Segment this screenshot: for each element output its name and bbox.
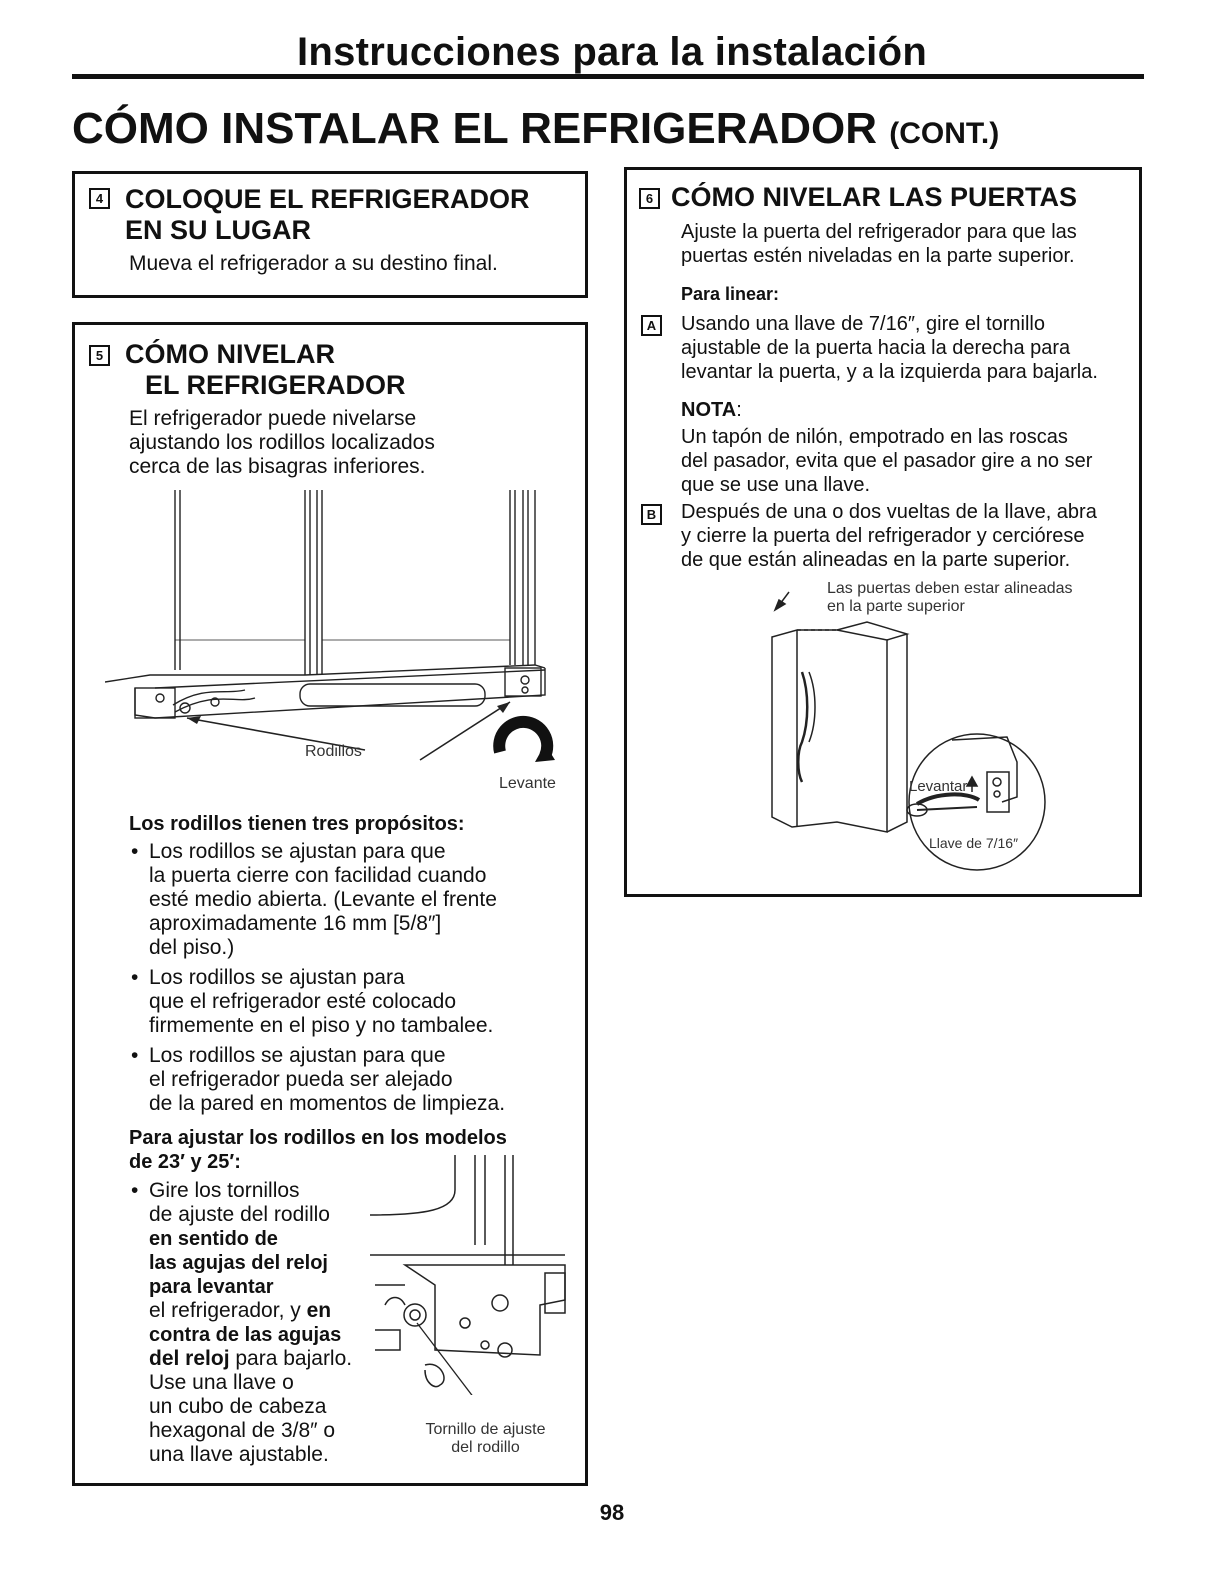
section-6-intro (681, 220, 1077, 268)
main-heading (72, 104, 999, 154)
list-item (129, 840, 579, 960)
main-heading-text: CÓMO INSTALAR EL REFRIGERADOR (72, 104, 878, 153)
adjust-text: Gire los tornillos (149, 1179, 300, 1202)
list-item-line: aproximadamente 16 mm [5/8″] (149, 912, 442, 935)
section-4-text: Mueva el refrigerador a su destino final. (129, 252, 498, 275)
section-6-box (624, 167, 1142, 897)
section-4-heading-line1: COLOQUE EL REFRIGERADOR (125, 184, 530, 214)
section-5-heading-line1: CÓMO NIVELAR (125, 339, 336, 369)
list-item-line: del piso.) (149, 936, 235, 959)
step-a-line: Usando una llave de 7/16″, gire el tornillo (681, 313, 1045, 335)
list-item-line: esté medio abierta. (Levante el frente (149, 888, 497, 911)
step-a-line: levantar la puerta, y a la izquierda para bajarla. (681, 361, 1098, 383)
adjust-bold: del reloj (149, 1347, 230, 1370)
section-5-badge: 5 (89, 345, 110, 366)
section-5-box (72, 322, 588, 1486)
doors-caption-line1: Las puertas deben estar alineadas (827, 580, 1073, 597)
section-6-heading: CÓMO NIVELAR LAS PUERTAS (671, 182, 1078, 212)
note-line: que se use una llave. (681, 474, 871, 496)
adjust-bold-line: en sentido de (149, 1228, 278, 1250)
doors-caption-line2: en la parte superior (827, 598, 965, 615)
list-item (129, 966, 579, 1038)
list-item-line: el refrigerador pueda ser alejado (149, 1068, 453, 1091)
adjust-text: para bajarlo. (235, 1347, 353, 1370)
adjust-bold-line: para levantar (149, 1276, 274, 1298)
label-raise-door: Levantar (909, 778, 968, 795)
adjust-line: Use una llave o (149, 1371, 294, 1394)
adjust-line: hexagonal de 3/8″ o (149, 1419, 336, 1442)
step-a-text (681, 312, 1098, 384)
section-6-intro-line: Ajuste la puerta del refrigerador para que las (681, 221, 1077, 243)
section-5-intro (129, 407, 435, 479)
note-text (681, 425, 1092, 497)
title-rule (72, 74, 1144, 79)
section-5-intro-line: ajustando los rodillos localizados (129, 431, 435, 454)
section-6-badge: 6 (639, 188, 660, 209)
step-b-line: de que están alineadas en la parte superior. (681, 549, 1071, 571)
adjust-line: • Gire los tornillos (131, 1179, 300, 1202)
adjust-bold: en (306, 1299, 332, 1322)
note-line: Un tapón de nilón, empotrado en las roscas (681, 426, 1068, 448)
label-screw-line2: del rodillo (451, 1439, 520, 1456)
para-linear: Para linear: (681, 284, 780, 304)
step-b-text (681, 500, 1097, 572)
adjust-heading-line2: de 23′ y 25′: (129, 1151, 241, 1173)
label-screw (393, 1421, 578, 1457)
section-5-intro-line: El refrigerador puede nivelarse (129, 407, 417, 430)
list-item-line: • Los rodillos se ajustan para que (149, 840, 446, 863)
step-a-line: ajustable de la puerta hacia la derecha para (681, 337, 1071, 359)
list-item-line: que el refrigerador esté colocado (149, 990, 457, 1013)
section-4-badge: 4 (89, 188, 110, 209)
list-item-line: • Los rodillos se ajustan para que (149, 1044, 446, 1067)
list-item-line: • Los rodillos se ajustan para (149, 966, 405, 989)
roller-adjustment-illustration (365, 1155, 575, 1395)
adjust-line: una llave ajustable. (149, 1443, 329, 1466)
adjust-bold-line: contra de las agujas (149, 1324, 342, 1346)
main-heading-suffix: (CONT.) (889, 117, 1000, 150)
adjust-line: de ajuste del rodillo (149, 1203, 330, 1226)
adjust-line: un cubo de cabeza (149, 1395, 327, 1418)
note-colon: : (736, 399, 742, 421)
adjust-text: el refrigerador, y (149, 1299, 301, 1322)
step-b-line: y cierre la puerta del refrigerador y cerciórese (681, 525, 1085, 547)
adjust-heading-line1: Para ajustar los rodillos en los modelos (129, 1127, 507, 1149)
adjust-bold-line: las agujas del reloj (149, 1252, 328, 1274)
section-5-heading (125, 339, 406, 401)
purposes-heading: Los rodillos tienen tres propósitos: (129, 813, 465, 835)
page-title: Instrucciones para la instalación (296, 30, 928, 74)
section-4-heading-line2: EN SU LUGAR (125, 215, 312, 245)
note-label (681, 398, 742, 422)
adjust-line (129, 1299, 379, 1323)
page-number: 98 (599, 1500, 625, 1525)
purposes-list (129, 840, 579, 1122)
section-5-heading-line2: EL REFRIGERADOR (145, 370, 406, 400)
list-item-line: de la pared en momentos de limpieza. (149, 1092, 506, 1115)
adjust-instructions (129, 1179, 379, 1467)
label-wrench: Llave de 7/16″ (929, 835, 1019, 851)
list-item-line: firmemente en el piso y no tambalee. (149, 1014, 494, 1037)
label-raise: Levante (499, 775, 556, 792)
list-item-line: la puerta cierre con facilidad cuando (149, 864, 487, 887)
adjust-line (129, 1347, 379, 1371)
step-b-line: Después de una o dos vueltas de la llave, abra (681, 501, 1097, 523)
section-6-intro-line: puertas estén niveladas en la parte superior. (681, 245, 1075, 267)
section-4-heading (125, 184, 530, 246)
step-b-badge: B (641, 504, 662, 525)
note-line: del pasador, evita que el pasador gire a no ser (681, 450, 1093, 472)
section-5-intro-line: cerca de las bisagras inferiores. (129, 455, 426, 478)
list-item (129, 1044, 579, 1116)
section-4-box (72, 171, 588, 298)
label-screw-line1: Tornillo de ajuste (425, 1421, 546, 1438)
note-label-text: NOTA (681, 399, 737, 421)
step-a-badge: A (641, 315, 662, 336)
label-rollers: Rodillos (305, 743, 362, 760)
